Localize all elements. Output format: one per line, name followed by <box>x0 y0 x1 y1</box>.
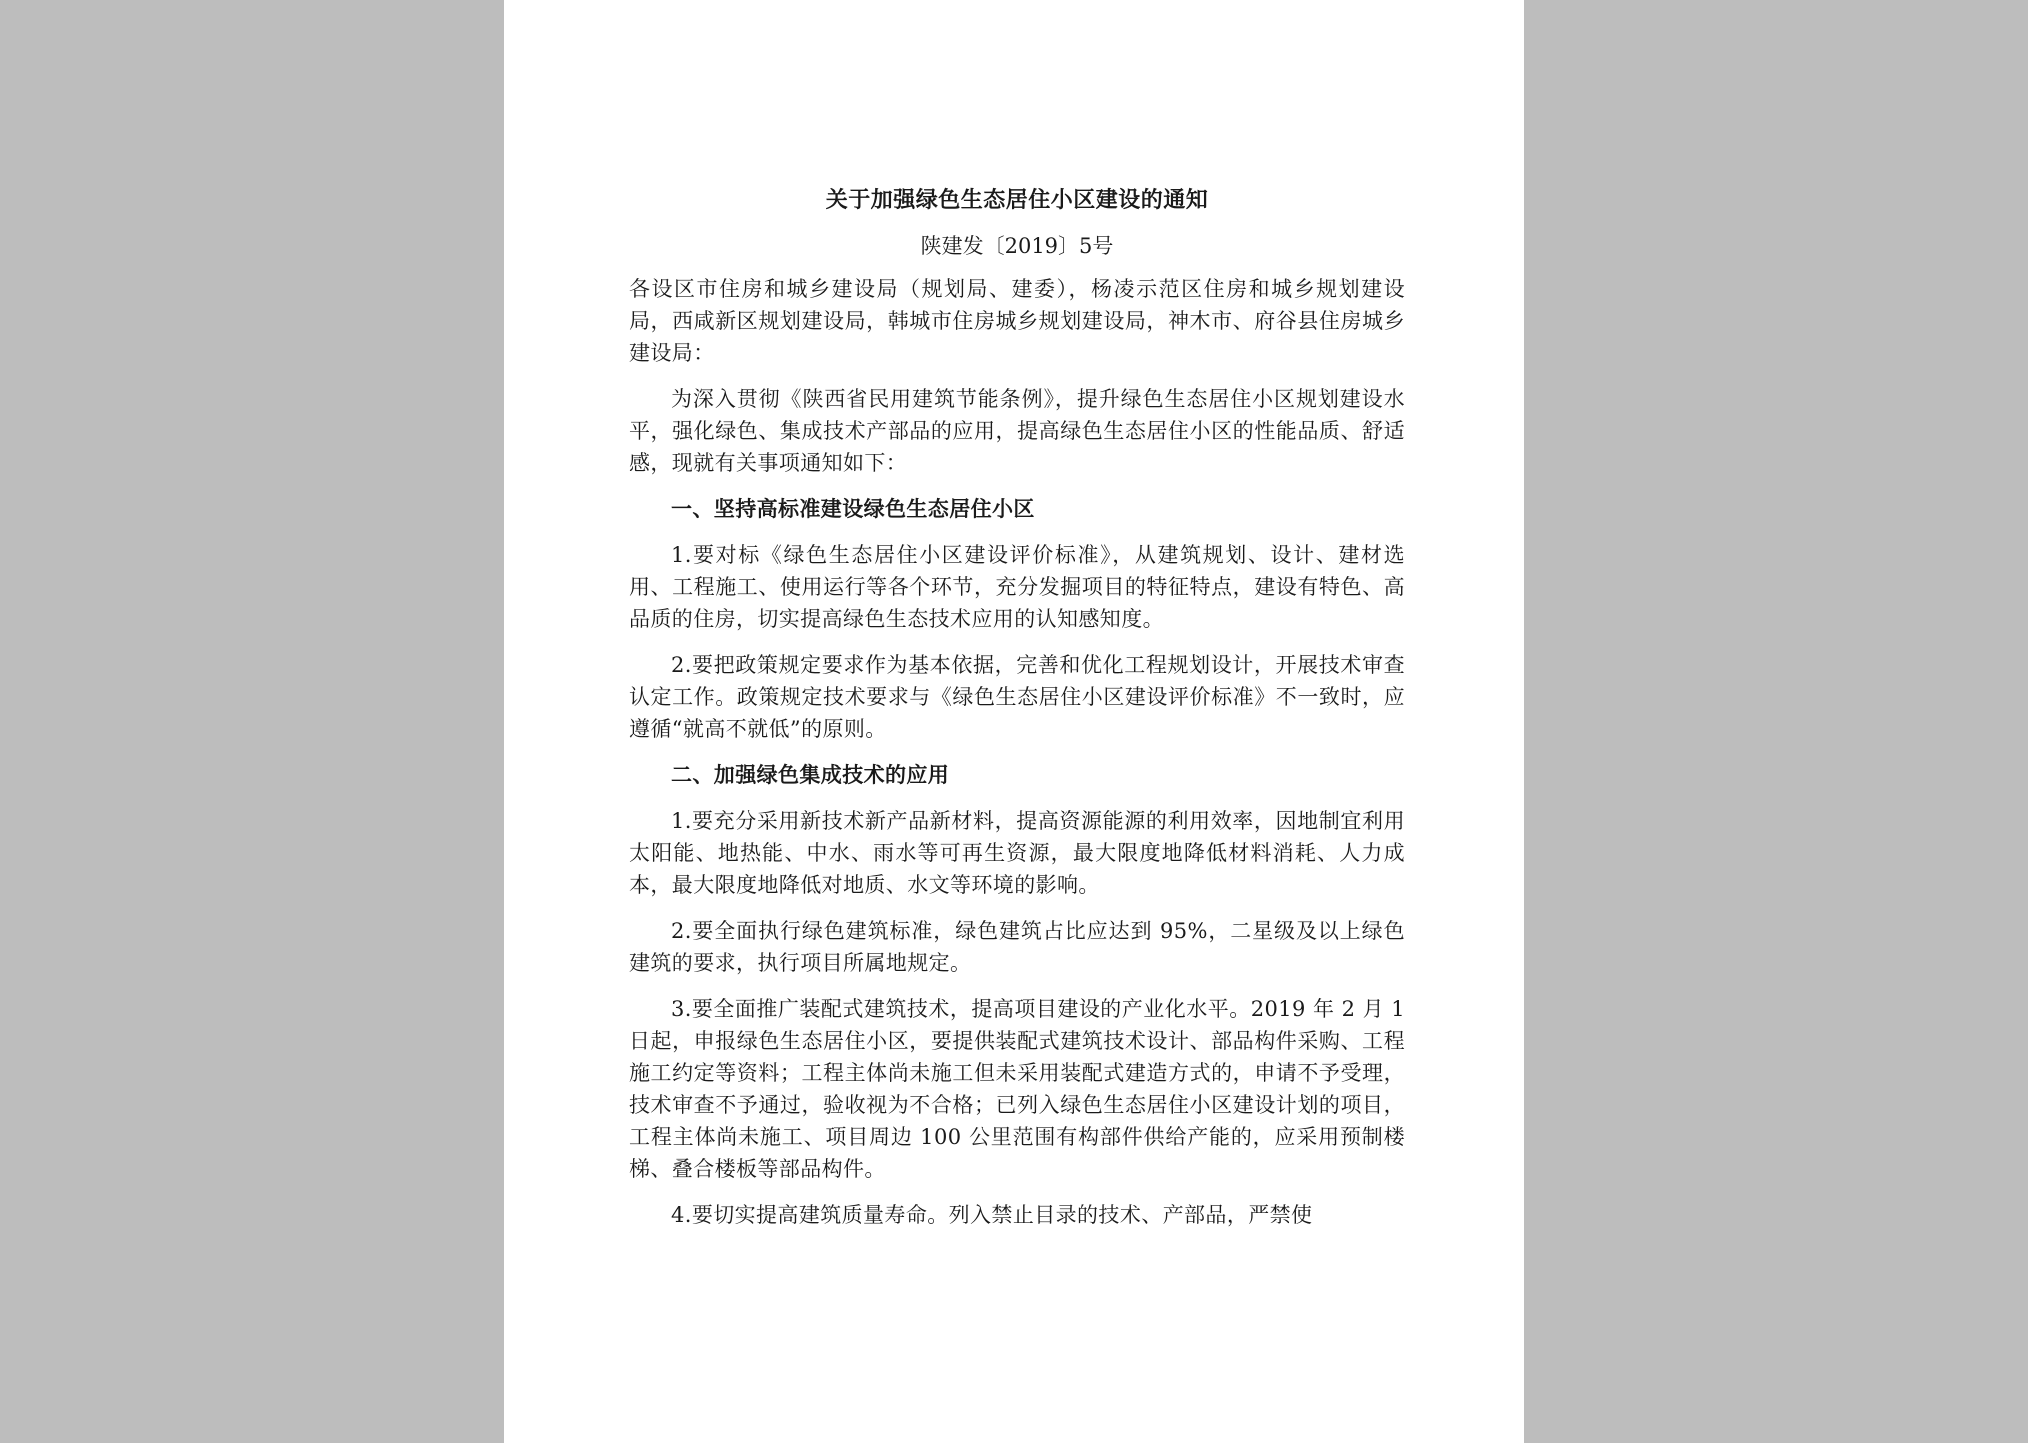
section1-item-1: 1.要对标《绿色生态居住小区建设评价标准》，从建筑规划、设计、建材选用、工程施工、使用运行等各个环节，充分发掘项目的特征特点，建设有特色、高品质的住房，切实提高绿色生态技术应用的认知感知度。 <box>629 543 1405 631</box>
section2-item-3: 3.要全面推广装配式建筑技术，提高项目建设的产业化水平。2019 年 2 月 1 日起，申报绿色生态居住小区，要提供装配式建筑技术设计、部品构件采购、工程施工约定等资料；工程主体尚未施工但未采用装配式建造方式的，申请不予受理，技术审查不予通过，验收视为不合格；已列入绿色生态居住小区建设计划的项目，工程主体尚未施工、项目周边 100 公里范围有构部件供给产能的，应采用预制楼梯、叠合楼板等部品构件。 <box>629 997 1405 1181</box>
document-page <box>504 0 1524 1443</box>
section2-item-2: 2.要全面执行绿色建筑标准，绿色建筑占比应达到 95%，二星级及以上绿色建筑的要求，执行项目所属地规定。 <box>629 919 1405 975</box>
intro-paragraph: 为深入贯彻《陕西省民用建筑节能条例》，提升绿色生态居住小区规划建设水平，强化绿色、集成技术产部品的应用，提高绿色生态居住小区的性能品质、舒适感，现就有关事项通知如下： <box>629 387 1405 475</box>
section-heading-1: 一、坚持高标准建设绿色生态居住小区 <box>671 496 1035 521</box>
section2-item-4: 4.要切实提高建筑质量寿命。列入禁止目录的技术、产部品，严禁使 <box>671 1203 1313 1227</box>
document-title: 关于加强绿色生态居住小区建设的通知 <box>825 187 1209 213</box>
page-content <box>629 185 1405 1245</box>
section2-item-1: 1.要充分采用新技术新产品新材料，提高资源能源的利用效率，因地制宜利用太阳能、地热能、中水、雨水等可再生资源，最大限度地降低材料消耗、人力成本，最大限度地降低对地质、水文等环境的影响。 <box>629 809 1405 897</box>
section1-item-2: 2.要把政策规定要求作为基本依据，完善和优化工程规划设计，开展技术审查认定工作。政策规定技术要求与《绿色生态居住小区建设评价标准》不一致时，应遵循“就高不就低”的原则。 <box>629 653 1405 741</box>
section-heading-2: 二、加强绿色集成技术的应用 <box>671 762 950 787</box>
document-number: 陕建发〔2019〕5号 <box>920 234 1114 258</box>
recipients-paragraph: 各设区市住房和城乡建设局（规划局、建委），杨凌示范区住房和城乡规划建设局，西咸新区规划建设局，韩城市住房城乡规划建设局，神木市、府谷县住房城乡建设局： <box>629 277 1405 365</box>
